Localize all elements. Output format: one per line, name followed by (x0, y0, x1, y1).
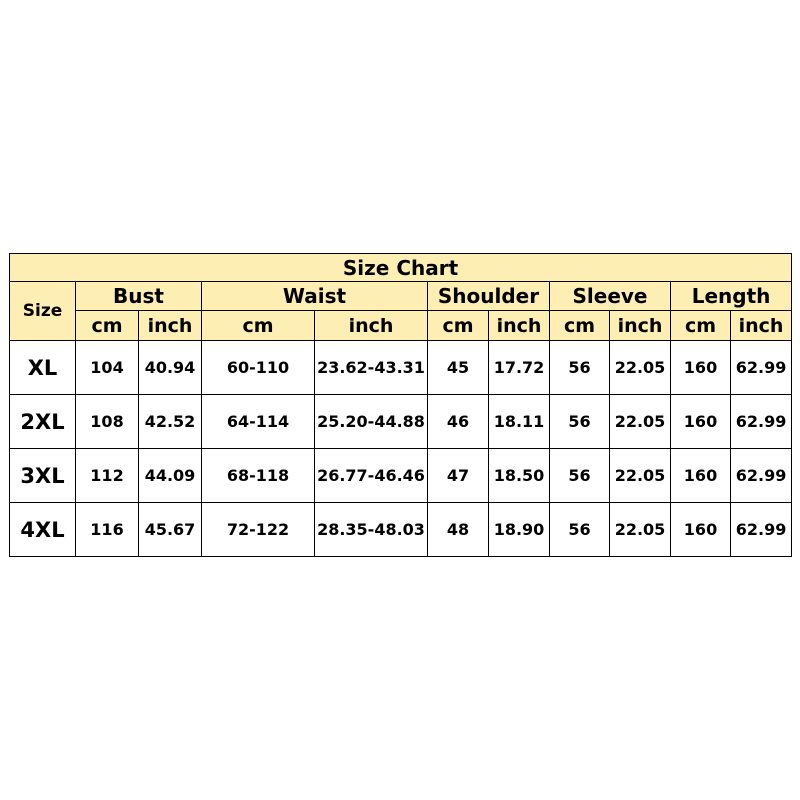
table-cell: 62.99 (731, 341, 792, 395)
group-header-sleeve: Sleeve (550, 282, 671, 311)
table-row (10, 503, 792, 557)
size-cell: 2XL (10, 395, 76, 449)
table-cell: 44.09 (139, 449, 202, 503)
table-cell: 42.52 (139, 395, 202, 449)
unit-header-row (10, 311, 792, 341)
table-cell: 18.11 (489, 395, 550, 449)
unit-header: cm (76, 311, 139, 341)
table-cell: 104 (76, 341, 139, 395)
table-cell: 160 (671, 395, 731, 449)
group-header-length: Length (671, 282, 792, 311)
table-cell: 160 (671, 503, 731, 557)
unit-header: inch (610, 311, 671, 341)
group-header-row (10, 282, 792, 311)
table-cell: 56 (550, 449, 610, 503)
unit-header: inch (139, 311, 202, 341)
unit-header: cm (671, 311, 731, 341)
table-cell: 18.90 (489, 503, 550, 557)
unit-header: inch (731, 311, 792, 341)
table-cell: 22.05 (610, 395, 671, 449)
size-cell: XL (10, 341, 76, 395)
table-cell: 56 (550, 341, 610, 395)
unit-header: cm (202, 311, 315, 341)
table-cell: 22.05 (610, 341, 671, 395)
table-cell: 47 (428, 449, 489, 503)
table-cell: 25.20-44.88 (315, 395, 428, 449)
table-cell: 28.35-48.03 (315, 503, 428, 557)
table-cell: 17.72 (489, 341, 550, 395)
table-cell: 62.99 (731, 449, 792, 503)
size-cell: 4XL (10, 503, 76, 557)
table-cell: 64-114 (202, 395, 315, 449)
group-header-waist: Waist (202, 282, 428, 311)
table-cell: 40.94 (139, 341, 202, 395)
group-header-bust: Bust (76, 282, 202, 311)
table-cell: 62.99 (731, 503, 792, 557)
title-row (10, 254, 792, 282)
table-cell: 160 (671, 449, 731, 503)
size-cell: 3XL (10, 449, 76, 503)
group-header-shoulder: Shoulder (428, 282, 550, 311)
table-cell: 48 (428, 503, 489, 557)
table-cell: 60-110 (202, 341, 315, 395)
table-cell: 18.50 (489, 449, 550, 503)
size-chart-table (9, 253, 792, 557)
table-row (10, 449, 792, 503)
table-cell: 45 (428, 341, 489, 395)
unit-header: cm (550, 311, 610, 341)
table-cell: 45.67 (139, 503, 202, 557)
table-row (10, 341, 792, 395)
unit-header: inch (315, 311, 428, 341)
table-cell: 108 (76, 395, 139, 449)
table-cell: 116 (76, 503, 139, 557)
unit-header: cm (428, 311, 489, 341)
table-cell: 22.05 (610, 449, 671, 503)
table-cell: 22.05 (610, 503, 671, 557)
table-cell: 68-118 (202, 449, 315, 503)
chart-title: Size Chart (10, 254, 792, 282)
table-cell: 160 (671, 341, 731, 395)
unit-header: inch (489, 311, 550, 341)
table-cell: 26.77-46.46 (315, 449, 428, 503)
table-cell: 62.99 (731, 395, 792, 449)
table-cell: 56 (550, 503, 610, 557)
table-cell: 112 (76, 449, 139, 503)
table-cell: 46 (428, 395, 489, 449)
table-row (10, 395, 792, 449)
table-cell: 72-122 (202, 503, 315, 557)
table-cell: 56 (550, 395, 610, 449)
table-cell: 23.62-43.31 (315, 341, 428, 395)
size-column-header: Size (10, 282, 76, 341)
